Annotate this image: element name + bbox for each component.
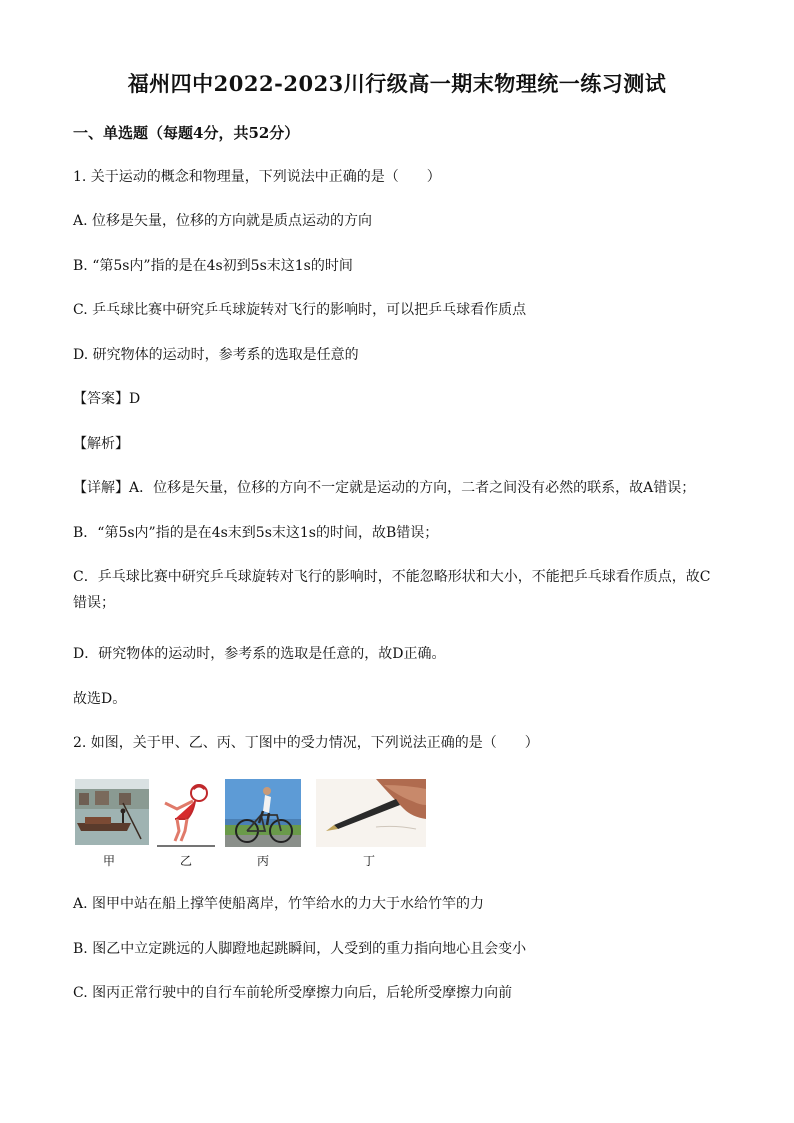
- section-heading: 一、单选题（每题4分，共52分）: [73, 124, 300, 142]
- q1-detail-c: C．乒乓球比赛中研究乒乓球旋转对飞行的影响时，不能忽略形状和大小，不能把乒乓球看作质点，故C错误；: [73, 569, 711, 611]
- q2-option-c: C. 图丙正常行驶中的自行车前轮所受摩擦力向后，后轮所受摩擦力向前: [73, 985, 513, 1001]
- q1-analysis-heading: 【解析】: [73, 436, 129, 452]
- q1-option-b: B. “第5s内”指的是在4s初到5s末这1s的时间: [73, 258, 353, 274]
- figure-label-yi: 乙: [179, 854, 192, 868]
- figure-bing-cyclist-image: [225, 779, 301, 847]
- q1-option-d: D. 研究物体的运动时，参考系的选取是任意的: [73, 347, 359, 363]
- page-title: 福州四中2022-2023川行级高一期末物理统一练习测试: [127, 71, 667, 96]
- q1-answer: 【答案】D: [73, 391, 141, 407]
- q1-detail-d: D．研究物体的运动时，参考系的选取是任意的，故D正确。: [73, 646, 446, 662]
- q2-stem: 2. 如图，关于甲、乙、丙、丁图中的受力情况，下列说法正确的是（ ）: [73, 735, 539, 751]
- q1-stem: 1. 关于运动的概念和物理量，下列说法中正确的是（ ）: [73, 169, 441, 185]
- q2-figures: [73, 779, 433, 869]
- figure-jia-boat-image: [75, 779, 149, 845]
- q1-option-c: C. 乒乓球比赛中研究乒乓球旋转对飞行的影响时，可以把乒乓球看作质点: [73, 302, 527, 318]
- figure-label-jia: 甲: [102, 854, 115, 868]
- q2-option-a: A. 图甲中站在船上撑竿使船离岸，竹竿给水的力大于水给竹竿的力: [73, 896, 485, 912]
- q1-option-a: A. 位移是矢量，位移的方向就是质点运动的方向: [73, 213, 373, 229]
- q1-detail-a: 【详解】A．位移是矢量，位移的方向不一定就是运动的方向，二者之间没有必然的联系，故A错误；: [73, 480, 696, 496]
- q1-conclusion: 故选D。: [73, 691, 127, 707]
- figure-yi-jumper-image: [153, 779, 219, 849]
- q2-option-b: B. 图乙中立定跳远的人脚蹬地起跳瞬间，人受到的重力指向地心且会变小: [73, 941, 527, 957]
- figure-label-bing: 丙: [256, 854, 269, 868]
- figure-ding-pen-image: [316, 779, 426, 847]
- q1-detail-b: B．“第5s内”指的是在4s末到5s末这1s的时间，故B错误；: [73, 525, 439, 541]
- figure-label-ding: 丁: [362, 854, 375, 868]
